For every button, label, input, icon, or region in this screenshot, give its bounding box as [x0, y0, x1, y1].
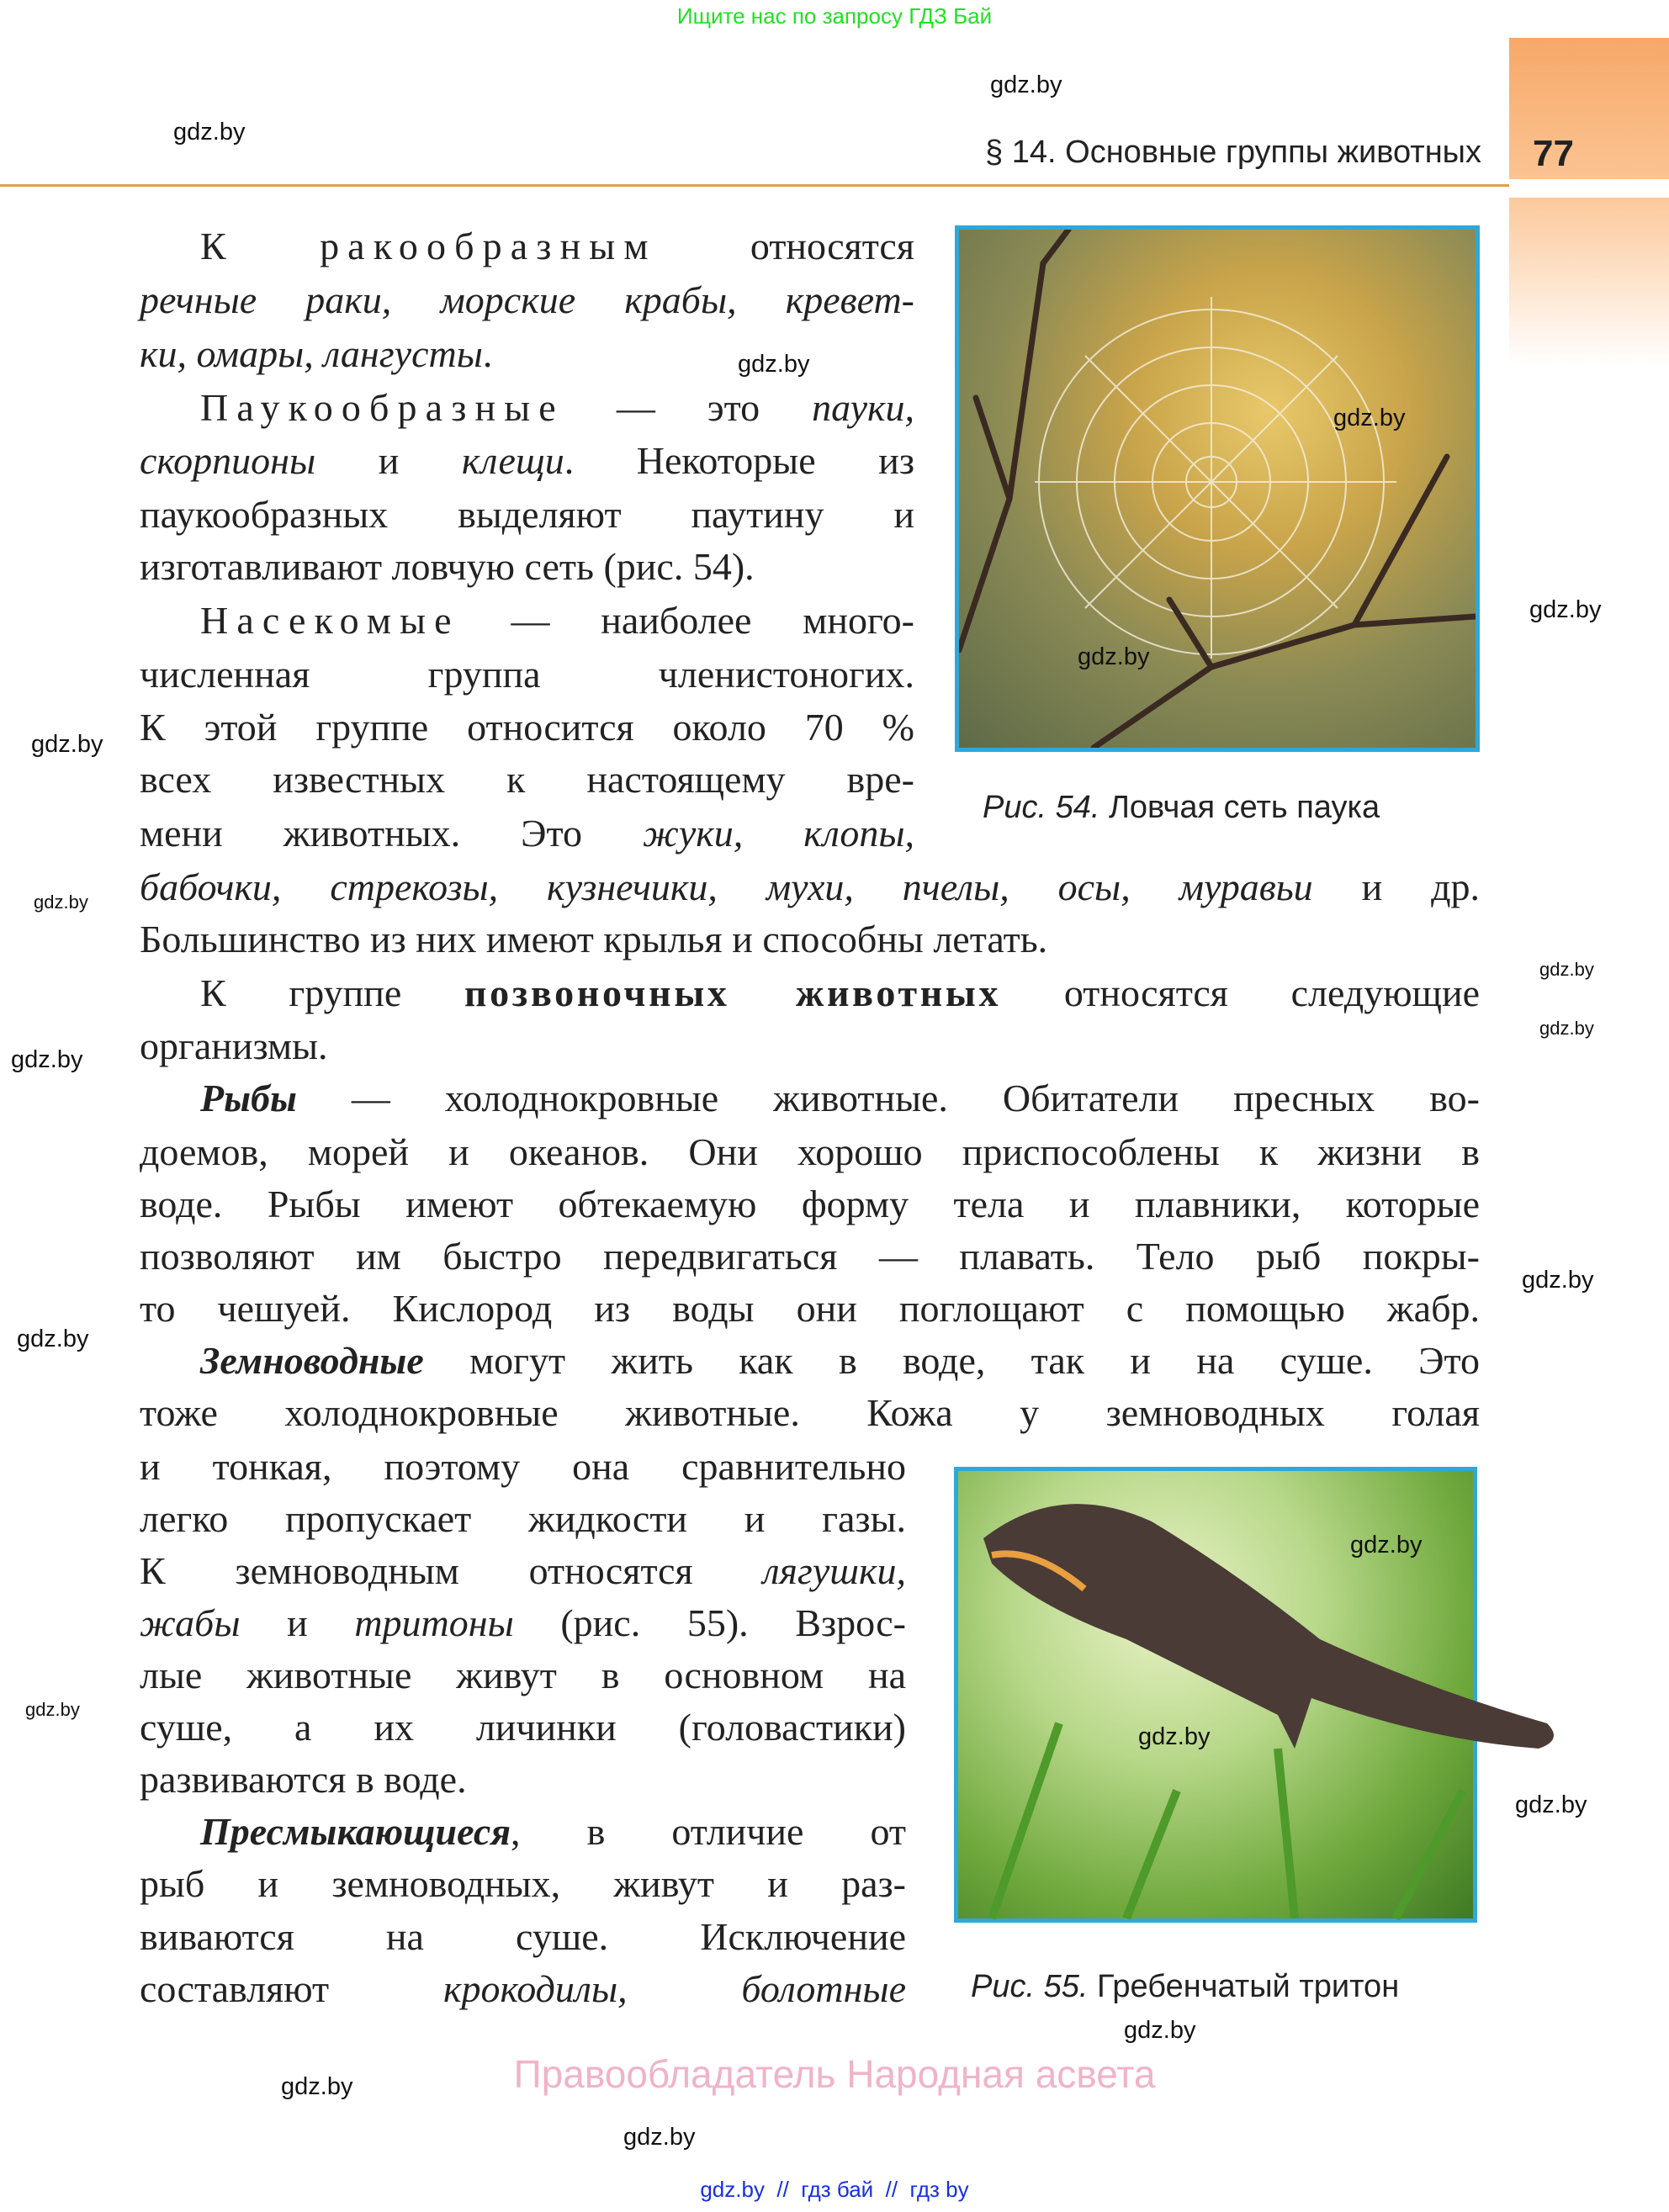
text-segment: мени животных. Это — [140, 812, 644, 855]
text-segment: лые животные живут в основном на — [140, 1654, 906, 1696]
text-line — [140, 1861, 906, 1907]
italic-text: скорпионы — [140, 439, 316, 482]
text-line — [140, 1601, 906, 1646]
text-segment: относятся — [656, 225, 915, 267]
text-segment: и др. — [1312, 865, 1480, 908]
caption-text: Гребенчатый тритон — [1088, 1969, 1400, 2004]
text-segment: и тонкая, поэтому она сравнительно — [140, 1445, 906, 1488]
text-segment: К — [200, 225, 321, 267]
text-segment: К группе — [200, 971, 464, 1014]
text-line — [140, 652, 914, 697]
spaced-term: Насекомые — [200, 599, 460, 642]
text-segment: , в отличие от — [511, 1810, 906, 1853]
bold-text: позвоночных животных — [464, 971, 1002, 1014]
search-banner: Ищите нас по запросу ГДЗ Бай — [676, 3, 993, 29]
text-line — [140, 757, 914, 802]
italic-text: клещи — [461, 439, 564, 482]
gdz-watermark: gdz.by — [1350, 1532, 1423, 1558]
italic-text: пауки, — [812, 386, 914, 429]
text-line — [200, 1338, 1480, 1384]
italic-text: тритоны — [354, 1601, 514, 1644]
caption-text: Ловчая сеть паука — [1099, 790, 1380, 825]
text-line — [140, 1024, 328, 1069]
gdz-watermark: gdz.by — [1124, 2017, 1196, 2044]
text-line — [140, 705, 914, 750]
text-segment: организмы. — [140, 1024, 328, 1067]
italic-text: ки, омары, лангусты — [140, 332, 483, 375]
gdz-watermark: gdz.by — [1138, 1723, 1211, 1750]
text-segment: численная группа членистоногих. — [140, 653, 914, 696]
text-line — [200, 1809, 906, 1855]
text-line — [200, 971, 1480, 1016]
page-number: 77 — [1533, 133, 1574, 174]
text-segment: . Некоторые из — [564, 439, 914, 482]
section-title: § 14. Основные группы животных — [985, 135, 1481, 170]
figure-54-caption — [983, 789, 1380, 826]
text-line — [200, 385, 914, 431]
figure-spider-web — [955, 225, 1480, 752]
bold-italic-term: Пресмыкающиеся — [200, 1810, 511, 1853]
italic-text: бабочки, стрекозы, кузнечики, мухи, пчелы, осы, муравьи — [140, 865, 1313, 908]
text-segment: суше, а их личинки (головастики) — [140, 1706, 906, 1749]
text-line — [140, 1966, 906, 2012]
page-tab-fade — [1509, 198, 1669, 366]
gdz-watermark: gdz.by — [623, 2124, 696, 2151]
italic-text: лягушки, — [762, 1549, 906, 1592]
text-segment: — наиболее много- — [459, 599, 914, 642]
text-line — [200, 1076, 1480, 1121]
gdz-watermark: gdz.by — [281, 2073, 353, 2100]
text-segment: всех известных к настоящему вре- — [140, 758, 914, 801]
text-segment: составляют — [140, 1967, 443, 2010]
spaced-term: ракообразным — [320, 225, 657, 267]
text-line — [140, 278, 914, 323]
gdz-watermark: gdz.by — [34, 892, 88, 913]
text-segment: рыб и земноводных, живут и раз- — [140, 1862, 906, 1905]
text-line — [140, 1390, 1480, 1436]
text-line — [140, 865, 1480, 910]
text-line — [140, 1914, 906, 1960]
text-line — [140, 1182, 1480, 1227]
gdz-watermark: gdz.by — [11, 1046, 83, 1073]
text-segment: изготавливают ловчую сеть (рис. 54). — [140, 545, 755, 588]
gdz-watermark: gdz.by — [990, 71, 1062, 98]
text-line — [200, 598, 914, 643]
text-segment: тоже холоднокровные животные. Кожа у земноводных голая — [140, 1391, 1480, 1434]
header-rule — [0, 184, 1509, 187]
bold-italic-term: Рыбы — [200, 1077, 297, 1119]
spider-web-image — [959, 230, 1476, 748]
gdz-watermark: gdz.by — [31, 731, 103, 758]
text-line — [140, 1444, 906, 1490]
text-segment: и — [315, 439, 462, 482]
caption-number: Рис. 55. — [971, 1969, 1089, 2004]
text-segment: К земноводным относятся — [140, 1549, 763, 1592]
italic-text: жабы — [140, 1601, 241, 1644]
italic-text: жуки, клопы, — [643, 812, 914, 855]
newt-image — [958, 1471, 1581, 1918]
text-segment: — холоднокровные животные. Обитатели пресных во- — [296, 1077, 1480, 1119]
gdz-watermark: gdz.by — [17, 1326, 89, 1352]
text-segment: и — [240, 1601, 355, 1644]
text-line — [140, 331, 492, 377]
text-line — [200, 224, 914, 269]
spaced-term: Паукообразные — [200, 386, 564, 429]
gdz-watermark: gdz.by — [1078, 643, 1150, 670]
text-line — [140, 1548, 906, 1594]
text-segment: относятся следующие — [1001, 971, 1481, 1014]
bottom-links[interactable]: gdz.by // гдз бай // гдз by — [700, 2177, 969, 2202]
text-line — [140, 438, 914, 484]
gdz-watermark: gdz.by — [25, 1699, 80, 1720]
gdz-watermark: gdz.by — [1333, 405, 1406, 431]
text-line — [140, 1653, 906, 1698]
text-line — [140, 1705, 906, 1750]
gdz-watermark: gdz.by — [1515, 1791, 1587, 1818]
text-segment: воде. Рыбы имеют обтекаемую форму тела и плавники, которые — [140, 1183, 1480, 1225]
gdz-watermark: gdz.by — [1539, 959, 1594, 980]
text-line — [140, 1234, 1480, 1279]
text-line — [140, 917, 1047, 962]
gdz-watermark: gdz.by — [1522, 1267, 1594, 1294]
italic-text: речные раки, морские крабы, кревет- — [140, 278, 914, 321]
rights-holder-watermark: Правообладатель Народная асвета — [513, 2052, 1156, 2096]
text-line — [140, 492, 914, 537]
gdz-watermark: gdz.by — [1539, 1018, 1594, 1039]
gdz-watermark: gdz.by — [173, 119, 246, 146]
gdz-watermark: gdz.by — [738, 351, 810, 378]
text-line — [140, 1130, 1480, 1175]
text-segment: — это — [564, 386, 813, 429]
text-line — [140, 1496, 906, 1542]
text-line — [140, 1286, 1480, 1331]
text-line — [140, 544, 755, 590]
text-segment: (рис. 55). Взрос- — [513, 1601, 906, 1644]
italic-text: крокодилы, болотные — [442, 1967, 906, 2010]
text-segment: то чешуей. Кислород из воды они поглощают с помощью жабр. — [140, 1287, 1480, 1330]
text-segment: . — [482, 332, 493, 375]
text-segment: Большинство из них имеют крылья и способны летать. — [140, 918, 1048, 960]
caption-number: Рис. 54. — [983, 790, 1100, 825]
text-line — [140, 1757, 467, 1802]
gdz-watermark: gdz.by — [1529, 596, 1602, 623]
text-segment: позволяют им быстро передвигаться — плавать. Тело рыб покры- — [140, 1235, 1480, 1278]
bold-italic-term: Земноводные — [200, 1339, 424, 1382]
text-segment: могут жить как в воде, так и на суше. Это — [423, 1339, 1480, 1382]
text-segment: развиваются в воде. — [140, 1758, 467, 1801]
text-segment: паукообразных выделяют паутину и — [140, 493, 914, 536]
text-segment: доемов, морей и океанов. Они хорошо приспособлены к жизни в — [140, 1130, 1480, 1173]
text-line — [140, 811, 914, 856]
text-segment: виваются на суше. Исключение — [140, 1915, 906, 1958]
text-segment: К этой группе относится около 70 % — [140, 706, 914, 749]
text-segment: легко пропускает жидкости и газы. — [140, 1497, 906, 1540]
figure-55-caption — [971, 1968, 1399, 2005]
